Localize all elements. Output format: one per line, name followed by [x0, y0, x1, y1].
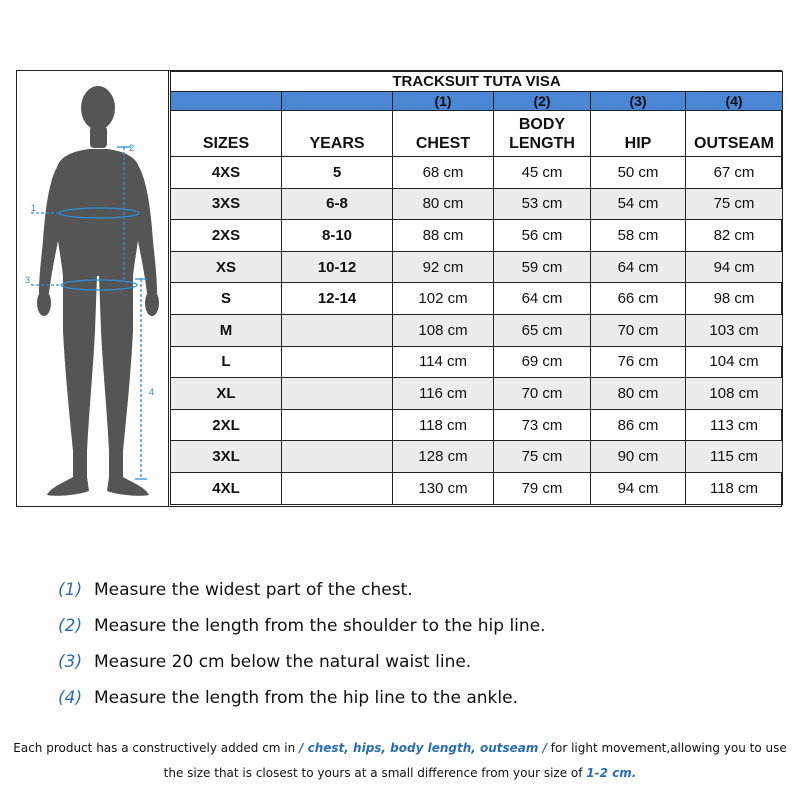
cell-outseam: 113 cm [686, 409, 783, 441]
cell-years [282, 314, 393, 346]
column-header-body-length: BODY LENGTH [494, 111, 591, 157]
footer-line-2 [0, 761, 800, 786]
measure-number-outseam: (4) [686, 92, 783, 111]
cell-chest: 114 cm [393, 346, 494, 378]
cell-chest: 116 cm [393, 378, 494, 410]
cell-chest: 102 cm [393, 283, 494, 315]
cell-size: 4XS [171, 157, 282, 189]
cell-chest: 108 cm [393, 314, 494, 346]
note-text: Measure 20 cm below the natural waist line. [94, 652, 472, 672]
table-title: TRACKSUIT TUTA VISA [171, 72, 783, 92]
cell-body-length: 65 cm [494, 314, 591, 346]
cell-body-length: 79 cm [494, 472, 591, 504]
cell-size: 2XS [171, 220, 282, 252]
cell-body-length: 45 cm [494, 157, 591, 189]
table-row [171, 441, 783, 473]
cell-body-length: 59 cm [494, 251, 591, 283]
body-silhouette-illustration [17, 71, 169, 506]
cell-size: XL [171, 378, 282, 410]
cell-size: M [171, 314, 282, 346]
measure-number-hip: (3) [591, 92, 686, 111]
cell-hip: 80 cm [591, 378, 686, 410]
footer-text: the size that is closest to yours at a small difference from your size of [163, 766, 587, 780]
cell-outseam: 98 cm [686, 283, 783, 315]
note-item [58, 644, 546, 680]
column-header-sizes: SIZES [171, 111, 282, 157]
measure-label-2: 2 [129, 143, 135, 153]
cell-years [282, 378, 393, 410]
table-row [171, 346, 783, 378]
size-chart [16, 70, 782, 507]
cell-hip: 94 cm [591, 472, 686, 504]
measure-number-body-length: (2) [494, 92, 591, 111]
cell-chest: 92 cm [393, 251, 494, 283]
cell-outseam: 94 cm [686, 251, 783, 283]
note-number: (3) [58, 652, 83, 672]
table-row [171, 314, 783, 346]
measure-number-chest: (1) [393, 92, 494, 111]
cell-chest: 118 cm [393, 409, 494, 441]
column-header-years: YEARS [282, 111, 393, 157]
note-item [58, 608, 546, 644]
footer-text: for light movement,allowing you to use [546, 741, 787, 755]
cell-size: L [171, 346, 282, 378]
column-header-outseam: OUTSEAM [686, 111, 783, 157]
cell-size: 3XS [171, 188, 282, 220]
column-header-chest: CHEST [393, 111, 494, 157]
note-item [58, 680, 546, 716]
table-row [171, 251, 783, 283]
table-title-row [171, 72, 783, 92]
note-text: Measure the length from the shoulder to the hip line. [94, 616, 546, 636]
table-body [171, 157, 783, 505]
measure-number-row [171, 92, 783, 111]
cell-chest: 80 cm [393, 188, 494, 220]
cell-body-length: 56 cm [494, 220, 591, 252]
cell-outseam: 67 cm [686, 157, 783, 189]
table-row [171, 472, 783, 504]
note-text: Measure the widest part of the chest. [94, 580, 413, 600]
cell-chest: 130 cm [393, 472, 494, 504]
footer-text: Each product has a constructively added cm in [13, 741, 300, 755]
cell-outseam: 115 cm [686, 441, 783, 473]
cell-years [282, 472, 393, 504]
measure-label-4: 4 [149, 387, 155, 397]
cell-outseam: 108 cm [686, 378, 783, 410]
footer-accent: / chest, hips, body length, outseam / [299, 741, 547, 755]
note-number: (1) [58, 580, 83, 600]
column-header-hip: HIP [591, 111, 686, 157]
cell-size: XS [171, 251, 282, 283]
cell-chest: 68 cm [393, 157, 494, 189]
cell-outseam: 75 cm [686, 188, 783, 220]
table-row [171, 220, 783, 252]
cell-body-length: 70 cm [494, 378, 591, 410]
cell-years: 5 [282, 157, 393, 189]
table-row [171, 188, 783, 220]
cell-size: 4XL [171, 472, 282, 504]
cell-hip: 86 cm [591, 409, 686, 441]
cell-years: 6-8 [282, 188, 393, 220]
body-figure-panel [17, 71, 169, 506]
cell-hip: 50 cm [591, 157, 686, 189]
table-row [171, 409, 783, 441]
note-number: (2) [58, 616, 83, 636]
cell-body-length: 64 cm [494, 283, 591, 315]
footer-note [0, 736, 800, 786]
measure-number [171, 92, 282, 111]
cell-chest: 128 cm [393, 441, 494, 473]
measure-number [282, 92, 393, 111]
measure-label-3: 3 [25, 275, 31, 285]
size-table [170, 71, 783, 505]
note-number: (4) [58, 688, 83, 708]
cell-body-length: 53 cm [494, 188, 591, 220]
table-row [171, 157, 783, 189]
column-header-row [171, 111, 783, 157]
cell-years [282, 409, 393, 441]
cell-size: 3XL [171, 441, 282, 473]
cell-years: 10-12 [282, 251, 393, 283]
cell-outseam: 104 cm [686, 346, 783, 378]
note-item [58, 572, 546, 608]
cell-outseam: 103 cm [686, 314, 783, 346]
cell-years [282, 441, 393, 473]
cell-size: S [171, 283, 282, 315]
cell-body-length: 73 cm [494, 409, 591, 441]
cell-hip: 90 cm [591, 441, 686, 473]
cell-outseam: 82 cm [686, 220, 783, 252]
measure-label-1: 1 [31, 203, 37, 213]
cell-hip: 66 cm [591, 283, 686, 315]
cell-hip: 54 cm [591, 188, 686, 220]
cell-size: 2XL [171, 409, 282, 441]
footer-accent: 1-2 cm. [586, 766, 637, 780]
cell-body-length: 69 cm [494, 346, 591, 378]
cell-hip: 64 cm [591, 251, 686, 283]
note-text: Measure the length from the hip line to the ankle. [94, 688, 518, 708]
cell-chest: 88 cm [393, 220, 494, 252]
cell-outseam: 118 cm [686, 472, 783, 504]
cell-body-length: 75 cm [494, 441, 591, 473]
table-row [171, 378, 783, 410]
cell-hip: 76 cm [591, 346, 686, 378]
cell-years: 12-14 [282, 283, 393, 315]
measurement-notes [58, 572, 546, 716]
cell-years [282, 346, 393, 378]
cell-years: 8-10 [282, 220, 393, 252]
table-row [171, 283, 783, 315]
cell-hip: 58 cm [591, 220, 686, 252]
footer-line-1 [0, 736, 800, 761]
cell-hip: 70 cm [591, 314, 686, 346]
